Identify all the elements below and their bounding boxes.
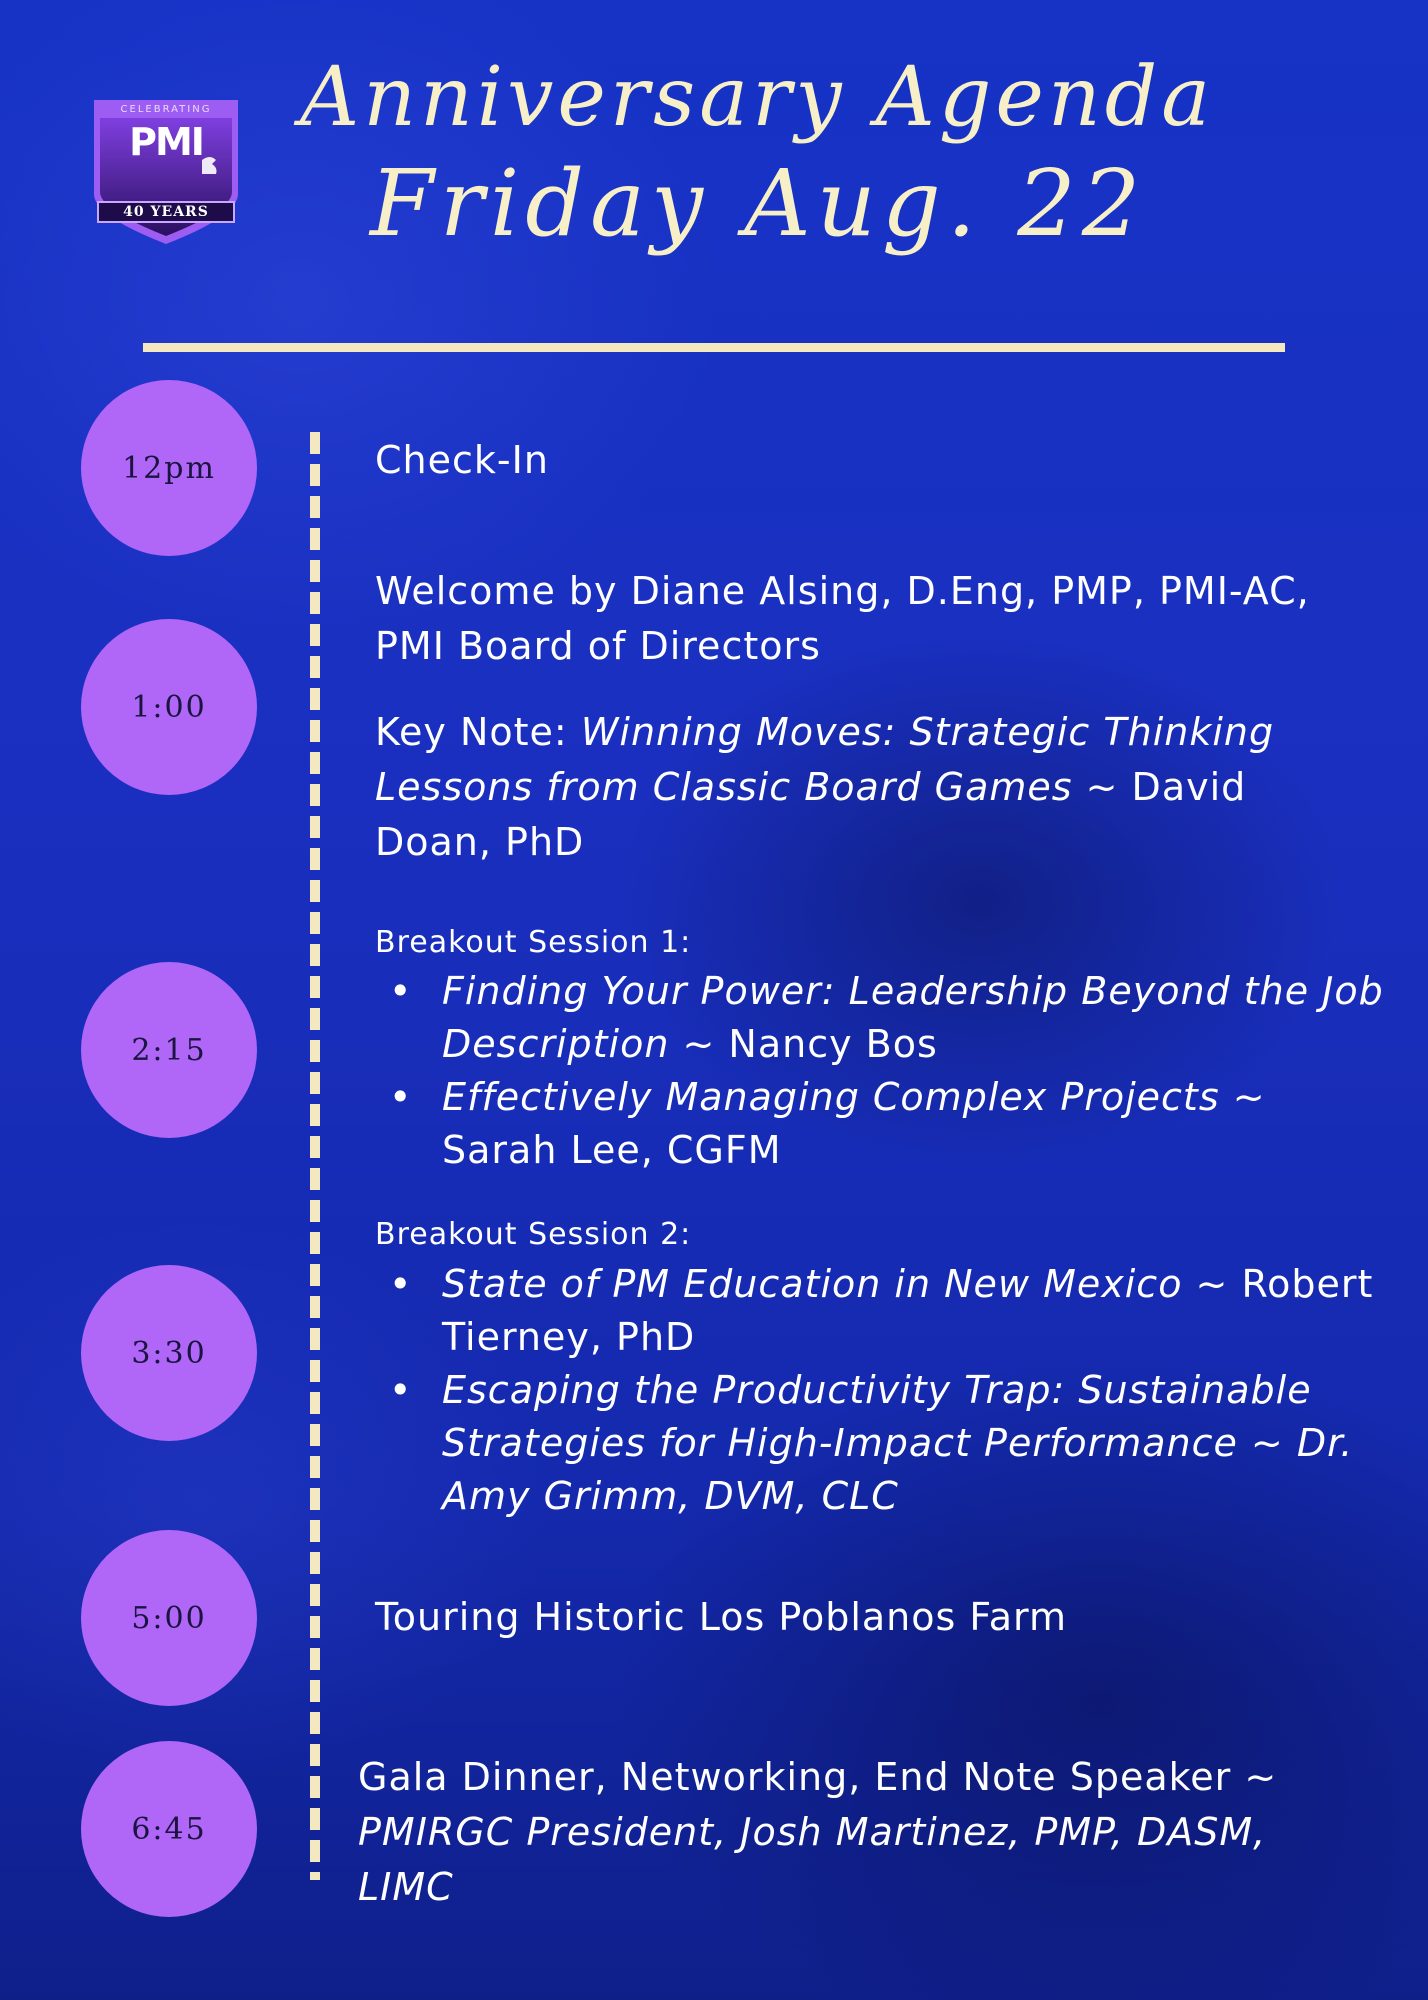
logo-years-text: 40 YEARS (123, 204, 209, 220)
breakout2-label: Breakout Session 2: (375, 1217, 692, 1252)
agenda-gala (358, 1750, 1358, 1915)
agenda-keynote (375, 705, 1355, 870)
list-item (375, 965, 1385, 1071)
session-speaker: ~ Nancy Bos (669, 1022, 938, 1066)
list-item (375, 1071, 1385, 1177)
agenda-checkin: Check-In (375, 438, 549, 482)
title-date: Friday Aug. 22 (370, 150, 1147, 257)
time-badge-5-00: 5:00 (81, 1530, 257, 1706)
time-badge-1-00: 1:00 (81, 619, 257, 795)
list-item (375, 1364, 1375, 1523)
agenda-tour: Touring Historic Los Poblanos Farm (375, 1595, 1068, 1639)
pmi-40-years-logo (90, 98, 242, 248)
breakout2-list (375, 1258, 1375, 1523)
session-title: State of PM Education in New Mexico (442, 1262, 1183, 1306)
time-badge-6-45: 6:45 (81, 1741, 257, 1917)
time-badge-2-15: 2:15 (81, 962, 257, 1138)
breakout1-label: Breakout Session 1: (375, 925, 692, 960)
session-title: Finding Your Power: Leadership Beyond the Job Description (442, 969, 1384, 1066)
time-badge-12pm: 12pm (81, 380, 257, 556)
gala-speaker: PMIRGC President, Josh Martinez, PMP, DASM, LIMC (358, 1810, 1267, 1909)
keynote-title: Winning Moves: Strategic Thinking Lessons from Classic Board Games (375, 710, 1275, 809)
keynote-speaker: ~ David Doan, PhD (375, 765, 1247, 864)
logo-celebrating-text: CELEBRATING (120, 104, 212, 115)
title-divider (143, 343, 1285, 352)
time-badge-3-30: 3:30 (81, 1265, 257, 1441)
logo-pmi-mark: PMI (129, 120, 203, 164)
keynote-prefix: Key Note: (375, 710, 581, 754)
timeline-dashed-line (310, 432, 320, 1880)
agenda-welcome: Welcome by Diane Alsing, D.Eng, PMP, PMI-AC, PMI Board of Directors (375, 569, 1310, 668)
breakout1-list (375, 965, 1385, 1177)
session-title: Escaping the Productivity Trap: Sustainable Strategies for High-Impact Performance ~ Dr. Amy Grimm, DVM, CLC (442, 1368, 1354, 1518)
gala-text: Gala Dinner, Networking, End Note Speaker ~ (358, 1755, 1278, 1799)
title-anniversary-agenda: Anniversary Agenda (300, 50, 1215, 145)
session-speaker: ~ Sarah Lee, CGFM (442, 1075, 1266, 1172)
session-title: Effectively Managing Complex Projects (442, 1075, 1220, 1119)
list-item (375, 1258, 1375, 1364)
session-speaker: ~ Robert Tierney, PhD (442, 1262, 1374, 1359)
